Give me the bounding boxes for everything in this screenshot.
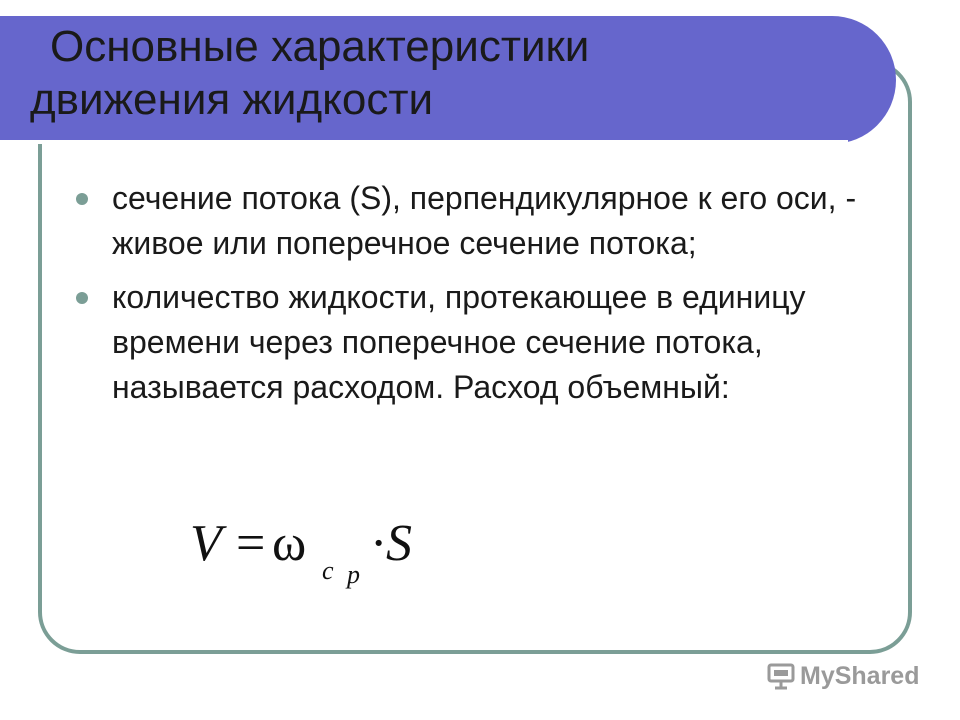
formula-multiply-dot: · [370,515,388,572]
title-underline [0,140,848,144]
watermark-text: MyShared [800,661,920,690]
formula-rhs: S [386,515,412,572]
bullet-item [76,275,896,410]
presentation-icon [766,661,796,691]
slide-title-line-1: Основные характеристики [50,22,590,71]
bullet-text: сечение потока (S), перпендикулярное к его оси, - живое или поперечное сечение потока; [112,180,857,261]
bullet-dot-icon [76,193,88,205]
bullet-text: количество жидкости, протекающее в единицу времени через поперечное сечение потока, называется расходом. Расход объемный: [112,279,806,405]
myshared-watermark[interactable] [766,656,919,696]
formula-omega: ω [272,515,307,572]
bullet-item [76,176,896,266]
formula-subscript-c: с [322,556,334,585]
formula-lhs: V [190,515,222,572]
slide-title-line-2: движения жидкости [30,75,434,124]
formula-subscript-p: р [347,560,360,589]
slide-title [30,20,850,126]
bullet-dot-icon [76,292,88,304]
bullet-list [76,176,896,419]
formula-equals: = [236,515,266,572]
